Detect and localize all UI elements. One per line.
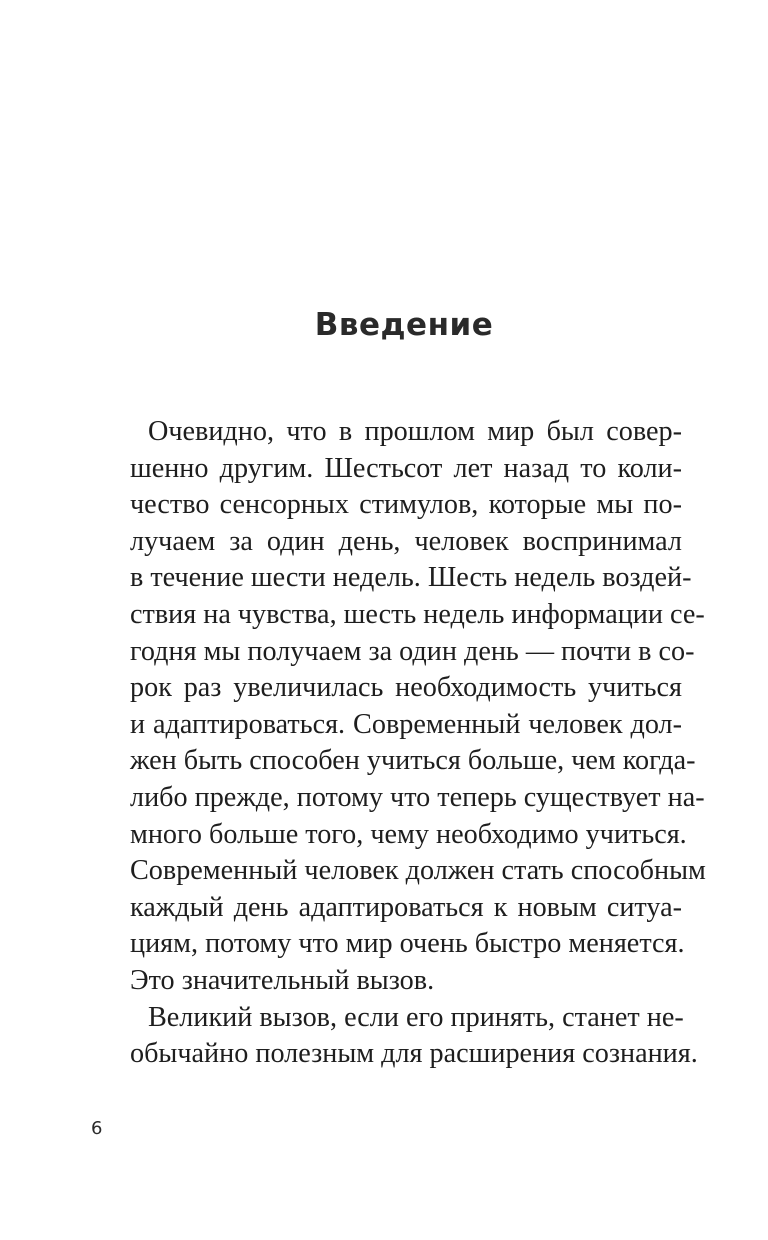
page-number: 6 — [91, 1118, 103, 1139]
text-line: чество сенсорных стимулов, которые мы по- — [130, 489, 682, 521]
text-line: годня мы получаем за один день — почти в со- — [130, 635, 695, 667]
text-line: много больше того, чему необходимо учиться. — [130, 818, 687, 850]
text-line: Это значительный вызов. — [130, 964, 435, 996]
text-line: лучаем за один день, человек воспринимал — [130, 525, 682, 557]
chapter-title: Введение — [314, 307, 494, 343]
body-text — [130, 414, 706, 1073]
text-line: Современный человек должен стать способным — [130, 855, 706, 887]
text-line: либо прежде, потому что теперь существует на- — [130, 781, 705, 813]
paragraph-2 — [130, 1000, 698, 1073]
text-line: рок раз увеличилась необходимость учиться — [130, 672, 682, 704]
text-line: Очевидно, что в прошлом мир был совер- — [148, 416, 682, 447]
text-line: в течение шести недель. Шесть недель воздей- — [130, 562, 692, 594]
text-line: ствия на чувства, шесть недель информации се- — [130, 598, 705, 630]
text-line: циям, потому что мир очень быстро меняется. — [130, 928, 685, 960]
text-line: обычайно полезным для расширения сознания. — [130, 1038, 698, 1070]
text-line: жен быть способен учиться больше, чем когда- — [130, 745, 696, 777]
text-line: и адаптироваться. Современный человек дол- — [130, 708, 682, 740]
text-line: шенно другим. Шестьсот лет назад то коли- — [130, 452, 682, 484]
text-line: Великий вызов, если его принять, станет не- — [148, 1001, 684, 1033]
text-line: каждый день адаптироваться к новым ситуа- — [130, 891, 682, 923]
paragraph-1 — [130, 414, 706, 1000]
